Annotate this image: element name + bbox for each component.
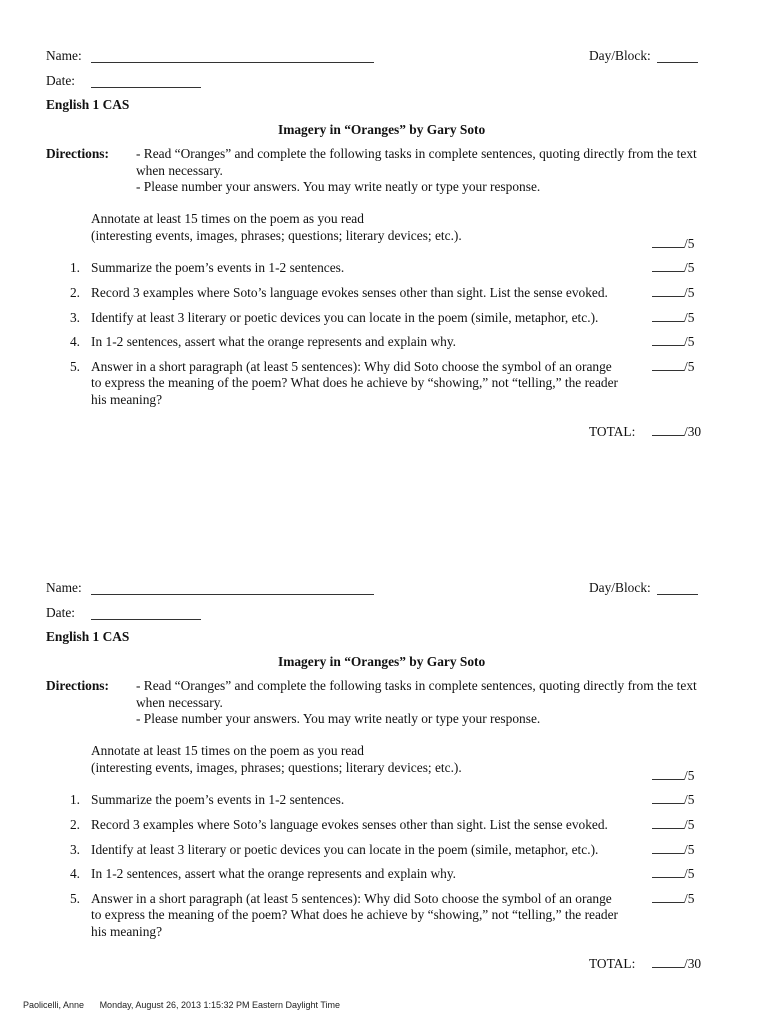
task-score [652,359,702,375]
score-blank [652,817,684,829]
directions-line: when necessary. [136,695,223,710]
directions-label: Directions: [46,678,109,693]
directions-line: - Please number your answers. You may write neatly or type your response. [136,711,541,726]
task-number: 4. [69,866,80,881]
name-blank [91,62,374,63]
score-blank [652,866,684,878]
task-number: 3. [69,842,80,857]
score-blank [652,260,684,272]
annotate-score [652,236,702,252]
task-text: to express the meaning of the poem? What does he achieve by “showing,” not “telling,” the reader [91,375,619,390]
directions-line: - Read “Oranges” and complete the following tasks in complete sentences, quoting directly from the text [136,146,697,161]
score-blank [652,285,684,297]
score-blank [652,842,684,854]
name-label: Name: [46,580,82,595]
task-text: In 1-2 sentences, assert what the orange represents and explain why. [91,334,457,349]
score-value: /5 [684,260,695,275]
worksheet-title: Imagery in “Oranges” by Gary Soto [278,122,486,137]
worksheet-copy-1 [0,0,770,470]
date-blank [91,619,201,620]
date-blank [91,87,201,88]
score-value: /5 [684,334,695,349]
day-block-blank [657,594,698,595]
task-score [652,310,702,326]
task-number: 1. [69,792,80,807]
task-number: 2. [69,285,80,300]
score-value: /5 [684,891,695,906]
task-score [652,260,702,276]
total-label: TOTAL: [589,956,636,971]
course-title: English 1 CAS [46,97,130,112]
task-number: 1. [69,260,80,275]
worksheet-copy-2 [0,532,770,1002]
score-blank [652,310,684,322]
task-number: 5. [69,891,80,906]
task-text: his meaning? [91,924,163,939]
score-value: /5 [684,359,695,374]
task-score [652,334,702,350]
annotate-instruction: Annotate at least 15 times on the poem as you read [91,211,364,226]
score-value: /5 [684,866,695,881]
score-blank [652,891,684,903]
task-text: Answer in a short paragraph (at least 5 sentences): Why did Soto choose the symbol of an orange [91,359,612,374]
date-label: Date: [46,605,75,620]
task-text: his meaning? [91,392,163,407]
day-block-label: Day/Block: [589,48,651,63]
score-value: /5 [684,817,695,832]
score-value: /5 [684,236,695,251]
day-block-label: Day/Block: [589,580,651,595]
task-score [652,842,702,858]
task-score [652,792,702,808]
total-label: TOTAL: [589,424,636,439]
day-block-blank [657,62,698,63]
task-score [652,891,702,907]
name-label: Name: [46,48,82,63]
task-text: Answer in a short paragraph (at least 5 sentences): Why did Soto choose the symbol of an orange [91,891,612,906]
directions-label: Directions: [46,146,109,161]
task-text: Identify at least 3 literary or poetic devices you can locate in the poem (simile, metaphor, etc.). [91,310,599,325]
annotate-instruction: (interesting events, images, phrases; questions; literary devices; etc.). [91,760,462,775]
print-footer [23,997,340,1013]
task-number: 3. [69,310,80,325]
annotate-instruction: (interesting events, images, phrases; questions; literary devices; etc.). [91,228,462,243]
score-blank [652,792,684,804]
directions-line: - Please number your answers. You may write neatly or type your response. [136,179,541,194]
score-value: /5 [684,842,695,857]
task-text: to express the meaning of the poem? What does he achieve by “showing,” not “telling,” the reader [91,907,619,922]
score-value: /5 [684,768,695,783]
task-score [652,817,702,833]
footer-timestamp: Monday, August 26, 2013 1:15:32 PM Eastern Daylight Time [99,1000,341,1010]
score-blank [652,359,684,371]
score-blank [652,768,684,780]
score-value: /5 [684,285,695,300]
name-blank [91,594,374,595]
task-score [652,285,702,301]
score-value: /5 [684,310,695,325]
task-text: In 1-2 sentences, assert what the orange represents and explain why. [91,866,457,881]
worksheet-title: Imagery in “Oranges” by Gary Soto [278,654,486,669]
task-text: Summarize the poem’s events in 1-2 sentences. [91,792,345,807]
task-number: 4. [69,334,80,349]
task-text: Summarize the poem’s events in 1-2 sentences. [91,260,345,275]
score-blank [652,424,684,436]
task-score [652,866,702,882]
task-text: Record 3 examples where Soto’s language evokes senses other than sight. List the sense evoked. [91,817,608,832]
task-text: Record 3 examples where Soto’s language evokes senses other than sight. List the sense evoked. [91,285,608,300]
score-blank [652,956,684,968]
task-text: Identify at least 3 literary or poetic devices you can locate in the poem (simile, metaphor, etc.). [91,842,599,857]
directions-line: when necessary. [136,163,223,178]
date-label: Date: [46,73,75,88]
task-number: 5. [69,359,80,374]
score-blank [652,236,684,248]
total-score [652,424,702,440]
directions-line: - Read “Oranges” and complete the following tasks in complete sentences, quoting directly from the text [136,678,697,693]
annotate-instruction: Annotate at least 15 times on the poem as you read [91,743,364,758]
annotate-score [652,768,702,784]
task-number: 2. [69,817,80,832]
score-value: /30 [684,956,702,971]
score-value: /30 [684,424,702,439]
footer-author: Paolicelli, Anne [23,1000,85,1010]
score-blank [652,334,684,346]
score-value: /5 [684,792,695,807]
total-score [652,956,702,972]
course-title: English 1 CAS [46,629,130,644]
